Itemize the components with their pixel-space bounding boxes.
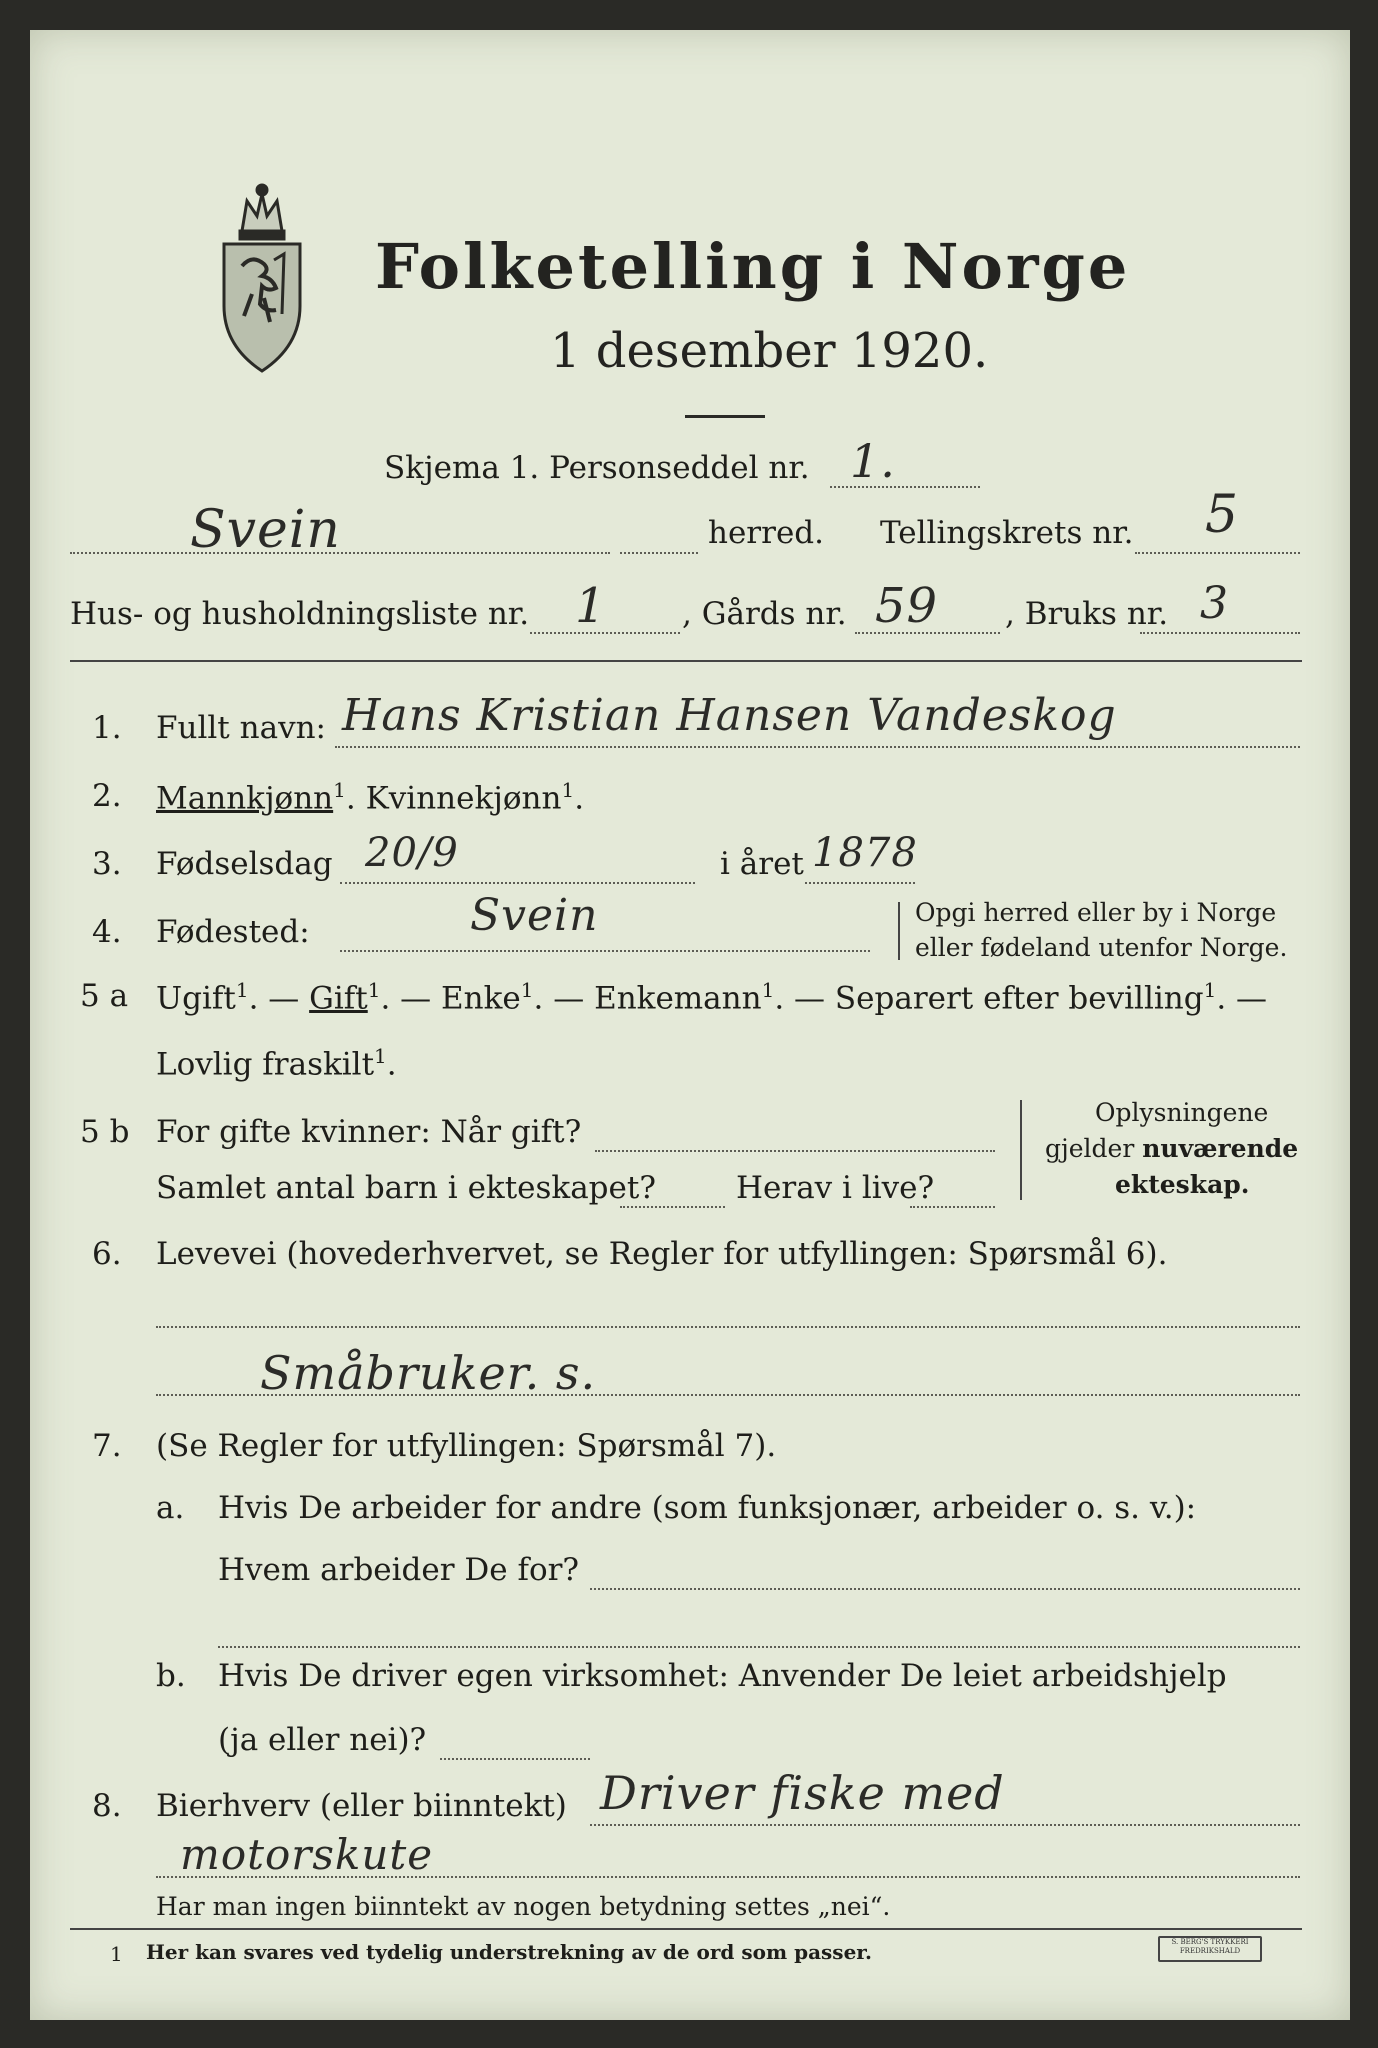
- header-rule: [70, 660, 1302, 662]
- q5b-brace: [1020, 1100, 1022, 1200]
- form-title: Folketelling i Norge: [375, 230, 1131, 303]
- q8-label: Bierhverv (eller biinntekt): [156, 1788, 567, 1824]
- hus-nr[interactable]: 1: [575, 578, 607, 634]
- q5b-label2: Samlet antal barn i ekteskapet?: [156, 1170, 656, 1206]
- q4-number: 4.: [92, 914, 122, 950]
- footnote-text: Her kan svares ved tydelig understrekning av de ord som passer.: [146, 1940, 872, 1964]
- q1-line: [335, 746, 1300, 748]
- q4-label: Fødested:: [156, 914, 310, 950]
- q4-brace: [898, 902, 900, 960]
- title-divider: [685, 415, 765, 418]
- q6-label: Levevei (hovederhvervet, se Regler for utfyllingen: Spørsmål 6).: [156, 1236, 1168, 1272]
- census-form-sheet: [30, 30, 1350, 2020]
- q8-number: 8.: [92, 1788, 122, 1824]
- q3-year-line: [805, 882, 915, 884]
- q5b-married-line: [595, 1150, 995, 1152]
- tellingskrets-nr[interactable]: 5: [1205, 485, 1240, 545]
- q7b-line: [440, 1758, 590, 1760]
- norwegian-coat-of-arms-icon: [212, 176, 312, 376]
- q5b-note-line1: Oplysningene: [1095, 1098, 1269, 1127]
- tellingskrets-label: Tellingskrets nr.: [880, 515, 1134, 551]
- birthplace-value[interactable]: Svein: [470, 890, 599, 941]
- q5b-note-line2: gjelder nuværende: [1045, 1134, 1299, 1163]
- q7b-sub: (ja eller nei)?: [218, 1722, 427, 1758]
- q1-number: 1.: [92, 710, 122, 746]
- side-occupation-value-1[interactable]: Driver fiske med: [600, 1766, 1005, 1820]
- q7a-sub: Hvem arbeider De for?: [218, 1552, 580, 1588]
- q3-day-line: [340, 882, 695, 884]
- option-male[interactable]: Mannkjønn: [156, 780, 334, 817]
- q7a-text: Hvis De arbeider for andre (som funksjonær, arbeider o. s. v.):: [218, 1490, 1197, 1526]
- q7b-letter: b.: [156, 1658, 186, 1694]
- census-date: 1 desember 1920.: [550, 323, 989, 379]
- option-enke[interactable]: Enke: [441, 980, 521, 1017]
- gards-nr[interactable]: 59: [875, 578, 939, 634]
- q4-note-line2: eller fødeland utenfor Norge.: [915, 933, 1288, 962]
- herred-value[interactable]: Svein: [190, 500, 341, 560]
- option-enkemann[interactable]: Enkemann: [594, 980, 762, 1017]
- q2-options: Mannkjønn$^1$. Kvinnekjønn$^1$.: [156, 778, 585, 817]
- q5a-number: 5 a: [80, 978, 129, 1014]
- hus-label: Hus- og husholdningsliste nr.: [70, 596, 530, 632]
- q5a-options: Ugift$^1$. — Gift$^1$. — Enke$^1$. — Enkemann$^1$. — Separert efter bevilling$^1$. —: [156, 978, 1268, 1017]
- q5b-number: 5 b: [80, 1114, 130, 1150]
- q7-label: (Se Regler for utfyllingen: Spørsmål 7).: [156, 1428, 777, 1464]
- tellingskrets-line: [1135, 552, 1300, 554]
- q5b-children-line: [620, 1206, 725, 1208]
- q8-note: Har man ingen biinntekt av nogen betydning settes „nei“.: [156, 1892, 891, 1921]
- q4-line: [340, 950, 870, 952]
- q3-number: 3.: [92, 846, 122, 882]
- q5b-note-line3: ekteskap.: [1115, 1170, 1250, 1199]
- q5b-alive-line: [910, 1206, 995, 1208]
- option-ugift[interactable]: Ugift: [156, 980, 236, 1017]
- birth-year-value[interactable]: 1878: [812, 830, 918, 876]
- side-occupation-value-2[interactable]: motorskute: [180, 1830, 434, 1879]
- birth-day-value[interactable]: 20/9: [365, 830, 459, 876]
- herred-line: [70, 552, 610, 554]
- footnote-rule: [70, 1928, 1302, 1930]
- q1-label: Fullt navn:: [156, 710, 326, 746]
- bruks-nr[interactable]: 3: [1200, 578, 1229, 629]
- herred-label: herred.: [708, 515, 824, 551]
- full-name-value[interactable]: Hans Kristian Hansen Vandeskog: [342, 690, 1117, 741]
- bruks-line: [1140, 632, 1300, 634]
- q7a-letter: a.: [156, 1490, 185, 1526]
- q8-line1: [590, 1824, 1300, 1826]
- printer-stamp: S. BERG'S TRYKKERI FREDRIKSHALD: [1158, 1936, 1262, 1962]
- q3-year-label: i året: [720, 846, 804, 882]
- option-female[interactable]: Kvinnekjønn: [365, 780, 562, 817]
- q7a-line1: [590, 1588, 1300, 1590]
- q4-note-line1: Opgi herred eller by i Norge: [915, 898, 1277, 927]
- option-separert[interactable]: Separert efter bevilling: [834, 980, 1204, 1017]
- occupation-value[interactable]: Småbruker. s.: [260, 1346, 597, 1400]
- q5b-label1: For gifte kvinner: Når gift?: [156, 1114, 582, 1150]
- option-gift[interactable]: Gift: [309, 980, 368, 1017]
- herred-line-2: [620, 552, 698, 554]
- q7-number: 7.: [92, 1428, 122, 1464]
- q5b-label3: Herav i live?: [736, 1170, 935, 1206]
- q6-number: 6.: [92, 1236, 122, 1272]
- q2-number: 2.: [92, 778, 122, 814]
- q5a-line2: Lovlig fraskilt$^1$.: [156, 1044, 397, 1083]
- q8-line2: [156, 1876, 1300, 1878]
- q7a-line2: [218, 1646, 1300, 1648]
- option-lovlig-fraskilt[interactable]: Lovlig fraskilt: [156, 1046, 375, 1083]
- q7b-text: Hvis De driver egen virksomhet: Anvender De leiet arbeidshjelp: [218, 1658, 1227, 1694]
- q6-line1: [156, 1326, 1300, 1328]
- personseddel-nr[interactable]: 1.: [850, 434, 896, 488]
- footnote-number: 1: [110, 1942, 123, 1966]
- q6-line2: [156, 1394, 1300, 1396]
- q3-label: Fødselsdag: [156, 846, 333, 882]
- gards-label: , Gårds nr.: [682, 596, 847, 632]
- skjema-label: Skjema 1. Personseddel nr.: [384, 450, 810, 486]
- bruks-label: , Bruks nr.: [1005, 596, 1169, 632]
